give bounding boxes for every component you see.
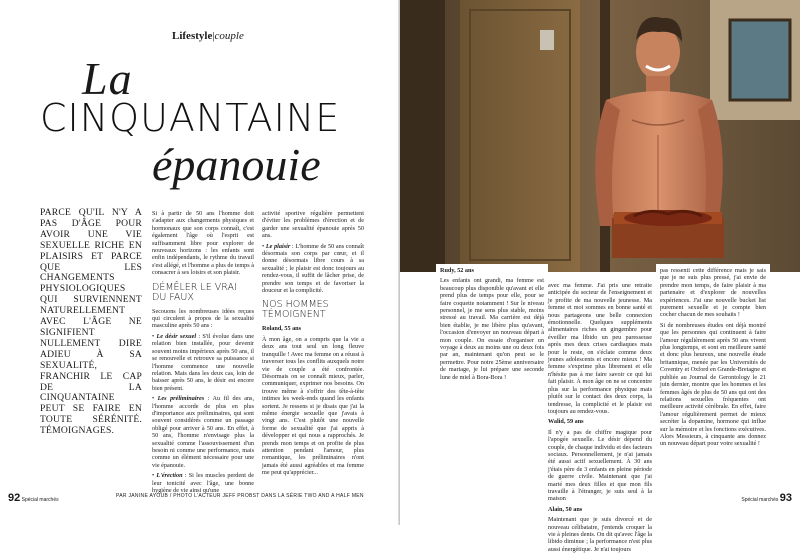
page-footer-left — [8, 492, 59, 504]
bullet-label: Les préliminaires — [157, 395, 205, 403]
bullet-paragraph: • Le plaisir : L'homme de 50 ans connaît désormais son corps par cœur, et il donne désormais libre cours à sa sexualité ; le plaisir est donc toujours au rendez-vous, il suffit de lâcher prise, de prendre son temps et de favoriser la douceur et la complicité. — [262, 242, 365, 295]
paragraph: Si de nombreuses études ont déjà montré que les personnes qui continuent à faire l'amour régulièrement après 50 ans vivent plus longtemps, et sont en meilleure santé et donc plus heureux, une nouvelle étude britannique, menée par les Universités de Coventry et Oxford en Grande-Bretagne et publiée au Journal de Gerontology le 21 juin dernier, montre que les hommes et les femmes âgés de plus de 50 ans qui ont des relations sexuelles fréquentes ont meilleure activité cérébrale. En effet, faire l'amour régulièrement permet de mieux secréter la dopamine, hormone qui influe sur la mémoire et les fonctions exécutives. Alors Messieurs, à cinquante ans donnez un nouveau départ pour votre sexualité ! — [660, 321, 767, 448]
testimony-name: Rudy, 52 ans — [440, 267, 474, 274]
testimony-name: Roland, 55 ans — [262, 325, 302, 333]
paragraph: Si à partir de 50 ans l'homme doit s'adapter aux changements physiques et hormonaux que son corps connaît, c'est également l'âge où l'esprit est suffisamment libre pour explorer de nouveaux horizons : les enfants sont enfin indépendants, le rythme du travail s'est allégé, et l'homme a plus de temps à consacrer à ses loisirs et son plaisir. — [152, 210, 254, 277]
testimony-name: Walid, 59 ans — [548, 418, 584, 426]
bullet-paragraph: • Les préliminaires : Au fil des ans, l'homme accorde de plus en plus d'importance aux préliminaires, qui sont souvent considérés comme un passage obligé pour arriver à 50 ans. En effet, à 50 ans, l'homme n'envisage plus la sexualité comme l'assouvissement d'un besoin ni comme une performance, mais comme un élément nécessaire pour une vie épanouie. — [152, 395, 255, 469]
paragraph: activité sportive régulière permettent d'éviter les problèmes d'érection et de garder une sexualité épanouie après 50 ans. — [262, 210, 364, 240]
testimony-name: Alain, 50 ans — [548, 505, 583, 513]
subheading: DÉMÊLER LE VRAI DU FAUX — [152, 281, 237, 303]
bullet-text: : Au fil des ans, l'homme accorde de plus en plus d'importance aux préliminaires, qui sont souvent considérés comme un passage obligé pour arriver à 50 ans. En effet, à 50 ans, l'homme n'envisage plus la sexualité comme l'assouvissement d'un besoin ni comme une performance, mais comme un élément nécessaire pour une vie épanouie. — [152, 395, 255, 469]
paragraph: Les enfants ont grandi, ma femme est beaucoup plus disponible qu'avant et elle prend plus de temps pour elle, pour se faire coquette notamment ! Sur le niveau personnel, je me sens plus stable, moins stressé au travail. Ma carrière est déjà bien établie, je me libère plus qu'avant, l'occasion d'envoyer un nouveau départ à mon couple. On essaie d'organiser un voyage à deux au moins une ou deux fois par an, maintenant qu'on peut se le permettre. Pour notre 25ème anniversaire de mariage, je lui prépare une seconde lune de miel à Bora-Bora ! — [440, 277, 544, 381]
paragraph: pas ressenti cette différence mais je sais que je ne suis plus pressé, j'ai envie de prendre mon temps, de faire plaisir à ma partenaire et d'explorer de nouvelles expériences. J'ai une nouvelle bucket list purement sexuelle et je compte bien cocher chacun de mes souhaits ! — [660, 267, 766, 319]
magazine-name: Spécial marchés — [741, 497, 779, 503]
section-name: Lifestyle — [172, 30, 213, 42]
photo-illustration — [400, 0, 800, 272]
magazine-name: Spécial marchés — [21, 497, 59, 503]
page-number: 93 — [779, 492, 792, 504]
photo-credit: PAR JANINE AYOUB / PHOTO L'ACTEUR JEFF PROBST DANS LA SÉRIE TWO AND A HALF MEN — [116, 493, 364, 499]
body-column-1 — [152, 210, 255, 494]
bullet-paragraph: • Le désir sexuel : S'il évolue dans une relation bien installée, pour devenir souvent moins impérieux après 50 ans, il se renouvelle et retrouve sa puissance si l'homme commence une nouvelle relation. Mais dans les deux cas, loin de baisser après 50 ans, le désir est encore bien présent. — [152, 332, 255, 392]
bullet-text: : S'il évolue dans une relation bien installée, pour devenir souvent moins impérieux après 50 ans, il se renouvelle et retrouve sa puissance si l'homme commence une nouvelle relation. Mais dans les deux cas, loin de baisser après 50 ans, le désir est encore bien présent. — [152, 332, 255, 392]
page-footer-right — [741, 492, 792, 504]
bullet-paragraph: • L'érection : Si les muscles perdent de leur tonicité avec l'âge, une bonne hygiène de vie ainsi qu'une — [152, 472, 254, 494]
title-line-2: CINQUANTAINE — [40, 96, 341, 140]
section-sub: couple — [214, 30, 244, 42]
right-column-3 — [656, 264, 770, 489]
bullet-label: Le désir sexuel — [156, 332, 197, 340]
paragraph: À mon âge, on a compris que la vie a deux ans tout seul un long fleuve tranquille ! Avec ma femme on a réussi à traverser tous les conflits auxquels notre vie de couple a été confrontée. Désormais on se connaît mieux, parler, communiquer, exprimer nos besoins. On trouve même à s'offrir des tête-à-tête intimes les week-ends quand les enfants sortent. Je ressens si je disais que j'ai la même énergie sexuelle que j'avais à vingt ans. C'est plutôt une nouvelle forme de sexualité que j'ai appris à développer et qui nous a rapprochés. Je prends mon temps et on profite de plus attention pendant l'amour, plus romantique, les préliminaires n'ont jamais été aussi agréables et ma femme me peut qu'apprécier... — [262, 335, 364, 477]
paragraph: Il n'y a pas de chiffre magique pour l'apogée sexuelle. Le désir dépend du couple, de chaque individu et des facteurs sociaux. Personnellement, je n'ai jamais été aussi actif sexuellement. À 30 ans j'étais père de 3 enfants en pleine période de guerre civile. Maintenant que j'ai marié mes deux filles et que mon fils travaille à l'étranger, je suis seul à la maison — [548, 428, 652, 503]
bullet-text: : Si les muscles perdent de leur tonicité avec l'âge, une bonne hygiène de vie ainsi qu'une — [152, 472, 254, 494]
paragraph: Secouons les nombreuses idées reçues qui circulent à propos de la sexualité masculine après 50 ans : — [152, 307, 254, 330]
intro-paragraph: PARCE QU'IL N'Y A PAS D'ÂGE POUR AVOIR UNE VIE SEXUELLE RICHE EN PLAISIRS ET PARCE QUE LES CHANGEMENTS PHYSIOLOGIQUES QUI SURVIENNENT NATURELLEMENT AVEC L'ÂGE NE SIGNIFIENT NULLEMENT DIRE ADIEU À SA SEXUALITÉ, FRANCHIR LE CAP DE LA CINQUANTAINE PEUT SE FAIRE EN TOUTE SÉRÉNITÉ. TÉMOIGNAGES. — [40, 207, 142, 437]
right-page — [400, 0, 800, 553]
title-line-3: épanouie — [152, 139, 321, 190]
bullet-label: L'érection — [156, 472, 183, 480]
section-label: Lifestyle|couple — [172, 30, 244, 42]
bullet-text: : L'homme de 50 ans connaît désormais son corps par cœur, et il donne désormais libre cours à sa sexualité ; le plaisir est donc toujours au rendez-vous, il suffit de lâcher prise, de prendre son temps et de favoriser la douceur et la complicité. — [262, 242, 365, 295]
photo-man-with-tray — [400, 0, 800, 272]
bullet-label: Le plaisir — [265, 242, 291, 250]
subheading: NOS HOMMES TÉMOIGNENT — [262, 299, 329, 321]
title-line-1: La — [82, 53, 133, 104]
paragraph: Maintenant que je suis divorcé et de nouveau célibataire, j'entends croquer la vie à pleines dents. On dit qu'avec l'âge la libido diminue ; la performance n'est plus aussi énergétique. Je n'ai toujours — [548, 516, 652, 553]
body-column-2 — [262, 210, 365, 477]
right-column-2 — [548, 282, 652, 553]
left-page — [0, 0, 400, 525]
paragraph: avec ma femme. J'ai pris une retraite anticipée du secteur de l'enseignement et je profite de ma nouvelle jeunesse. Ma femme et moi sommes en bonne santé et nous partageons une belle connexion émotionnelle. Quelques suppléments alimentaires riches en gingembre pour éveiller ma libido un peu paresseuse après mes deux crises cardiaques mais pour le reste, on s'éclate comme deux jeunes adolescents et encore mieux ! Ma femme s'exprime plus librement et elle n'hésite pas à me faire savoir ce qui lui fait plaisir. À mon âge on ne se concentre plus sur la performance physique mais plutôt sur le contact des deux corps, la tendresse, la complicité et le plaisir est toujours au rendez-vous. — [548, 282, 652, 415]
right-column-1 — [436, 264, 548, 489]
page-number: 92 — [8, 492, 21, 504]
